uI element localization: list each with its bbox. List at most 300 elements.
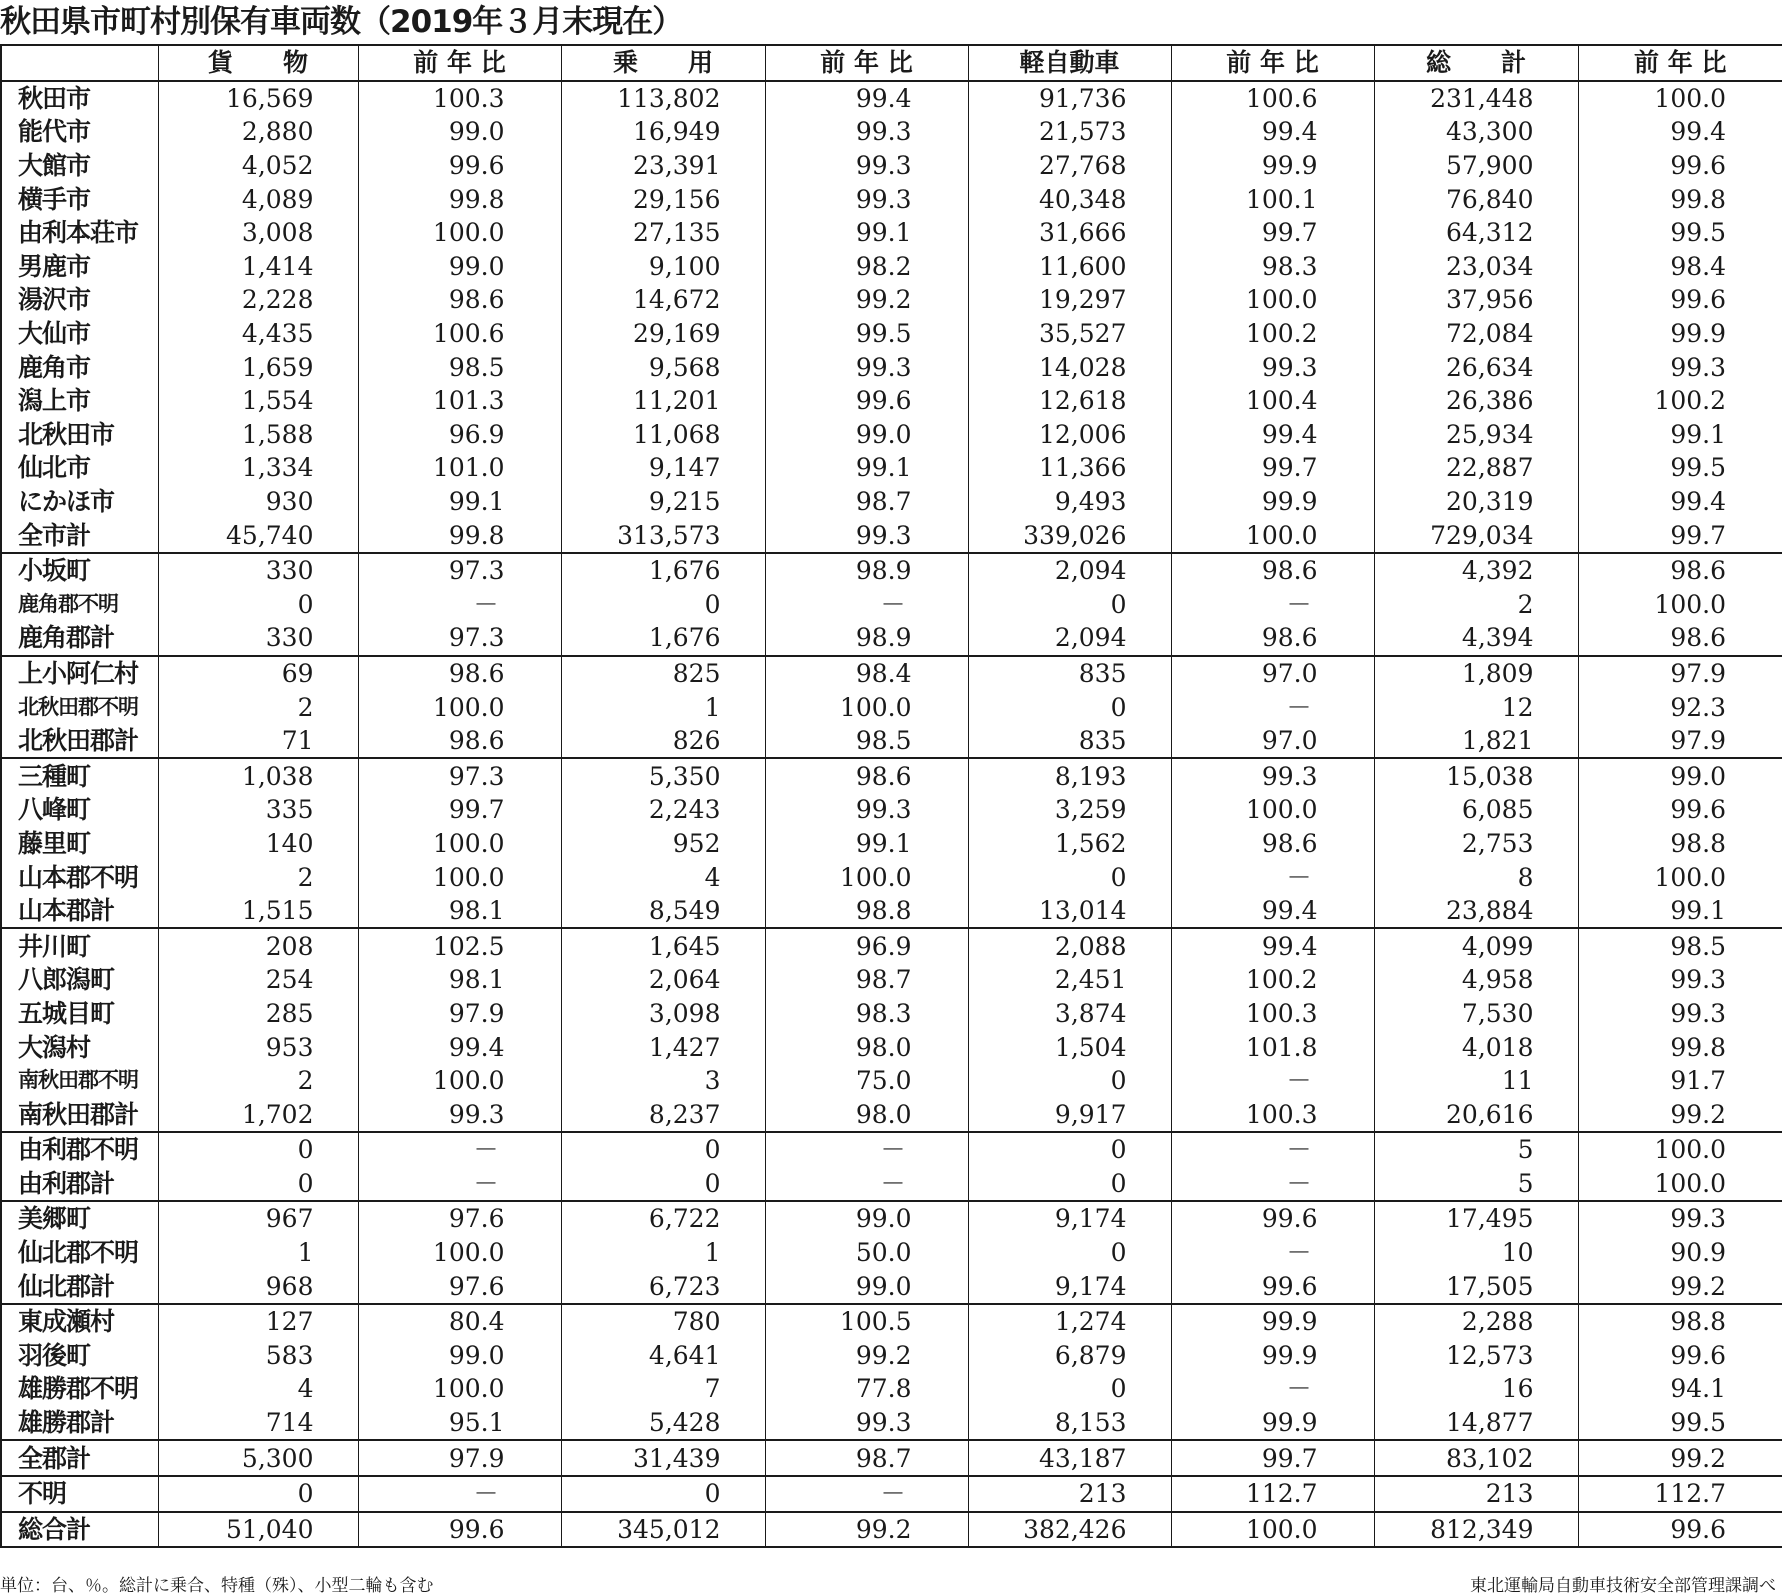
ratio-cell: 99.7 xyxy=(1171,451,1374,485)
count-cell: 21,573 xyxy=(968,115,1171,149)
column-header: 前 年 比 xyxy=(358,45,561,81)
ratio-cell: 99.3 xyxy=(765,350,968,384)
ratio-cell: 99.9 xyxy=(1171,149,1374,183)
count-cell: 2,880 xyxy=(158,115,358,149)
count-cell: 1,274 xyxy=(968,1304,1171,1339)
ratio-cell: 99.7 xyxy=(1171,216,1374,250)
ratio-cell: 96.9 xyxy=(358,418,561,452)
ratio-cell: 98.8 xyxy=(1578,827,1782,861)
count-cell: 729,034 xyxy=(1374,518,1578,553)
count-cell: 2,243 xyxy=(561,793,765,827)
column-header: 貨 物 xyxy=(158,45,358,81)
ratio-cell: 98.6 xyxy=(1578,621,1782,656)
count-cell: 2 xyxy=(1374,588,1578,622)
ratio-cell: 98.6 xyxy=(358,656,561,691)
count-cell: 0 xyxy=(158,1476,358,1512)
header-blank xyxy=(1,45,158,81)
count-cell: 0 xyxy=(968,1132,1171,1167)
ratio-cell: 102.5 xyxy=(358,928,561,963)
table-row xyxy=(1,963,1782,997)
ratio-cell: 99.8 xyxy=(358,182,561,216)
table-row xyxy=(1,690,1782,724)
ratio-cell: 99.6 xyxy=(1578,149,1782,183)
count-cell: 330 xyxy=(158,553,358,588)
ratio-cell: 100.0 xyxy=(1578,1132,1782,1167)
municipality-name: 山本郡計 xyxy=(1,894,158,929)
count-cell: 835 xyxy=(968,656,1171,691)
ratio-cell: 95.1 xyxy=(358,1406,561,1441)
ratio-cell: 98.9 xyxy=(765,621,968,656)
municipality-name: 仙北郡計 xyxy=(1,1269,158,1304)
table-row xyxy=(1,724,1782,759)
count-cell: 20,616 xyxy=(1374,1097,1578,1132)
count-cell: 835 xyxy=(968,724,1171,759)
municipality-name: 鹿角市 xyxy=(1,350,158,384)
ratio-cell: 100.0 xyxy=(1171,793,1374,827)
ratio-cell: 97.0 xyxy=(1171,656,1374,691)
ratio-cell: 98.6 xyxy=(358,724,561,759)
table-row xyxy=(1,1132,1782,1167)
count-cell: 213 xyxy=(968,1476,1171,1512)
municipality-name: 鹿角郡不明 xyxy=(1,588,158,622)
count-cell: 930 xyxy=(158,485,358,519)
table-row xyxy=(1,793,1782,827)
municipality-name: 雄勝郡不明 xyxy=(1,1372,158,1406)
count-cell: 1,414 xyxy=(158,250,358,284)
municipality-name: 大潟村 xyxy=(1,1030,158,1064)
ratio-cell: 99.2 xyxy=(765,1339,968,1373)
municipality-name: 由利郡不明 xyxy=(1,1132,158,1167)
municipality-name: 全市計 xyxy=(1,518,158,553)
count-cell: 339,026 xyxy=(968,518,1171,553)
ratio-cell: － xyxy=(1171,588,1374,622)
ratio-cell: 97.9 xyxy=(1578,656,1782,691)
count-cell: 1,659 xyxy=(158,350,358,384)
count-cell: 51,040 xyxy=(158,1512,358,1548)
ratio-cell: － xyxy=(765,1167,968,1202)
count-cell: 1,809 xyxy=(1374,656,1578,691)
ratio-cell: 99.4 xyxy=(1578,115,1782,149)
municipality-name: 横手市 xyxy=(1,182,158,216)
count-cell: 313,573 xyxy=(561,518,765,553)
ratio-cell: 100.0 xyxy=(358,1372,561,1406)
ratio-cell: 100.0 xyxy=(1578,588,1782,622)
count-cell: 17,495 xyxy=(1374,1201,1578,1236)
ratio-cell: 97.9 xyxy=(358,1440,561,1476)
table-row xyxy=(1,451,1782,485)
ratio-cell: 98.1 xyxy=(358,894,561,929)
municipality-name: 男鹿市 xyxy=(1,250,158,284)
table-row xyxy=(1,1269,1782,1304)
count-cell: 952 xyxy=(561,827,765,861)
table-row xyxy=(1,182,1782,216)
count-cell: 825 xyxy=(561,656,765,691)
count-cell: 5,300 xyxy=(158,1440,358,1476)
ratio-cell: 99.3 xyxy=(1578,997,1782,1031)
table-row xyxy=(1,1304,1782,1339)
municipality-name: 北秋田市 xyxy=(1,418,158,452)
ratio-cell: 100.6 xyxy=(1171,81,1374,116)
municipality-name: 大館市 xyxy=(1,149,158,183)
count-cell: 0 xyxy=(968,1167,1171,1202)
table-row xyxy=(1,250,1782,284)
count-cell: 2,088 xyxy=(968,928,1171,963)
ratio-cell: 98.9 xyxy=(765,553,968,588)
table-row xyxy=(1,1476,1782,1512)
count-cell: 5,428 xyxy=(561,1406,765,1441)
ratio-cell: － xyxy=(765,588,968,622)
table-body xyxy=(1,81,1782,1548)
count-cell: 6,722 xyxy=(561,1201,765,1236)
count-cell: 6,723 xyxy=(561,1269,765,1304)
count-cell: 113,802 xyxy=(561,81,765,116)
count-cell: 15,038 xyxy=(1374,758,1578,793)
count-cell: 26,634 xyxy=(1374,350,1578,384)
ratio-cell: 97.3 xyxy=(358,553,561,588)
ratio-cell: 99.0 xyxy=(358,115,561,149)
ratio-cell: 98.5 xyxy=(358,350,561,384)
count-cell: 16,569 xyxy=(158,81,358,116)
count-cell: 2 xyxy=(158,690,358,724)
ratio-cell: 100.0 xyxy=(358,216,561,250)
municipality-name: 全郡計 xyxy=(1,1440,158,1476)
count-cell: 0 xyxy=(158,588,358,622)
count-cell: 5 xyxy=(1374,1167,1578,1202)
count-cell: 2 xyxy=(158,860,358,894)
municipality-name: にかほ市 xyxy=(1,485,158,519)
ratio-cell: 100.0 xyxy=(358,1064,561,1098)
ratio-cell: － xyxy=(1171,1372,1374,1406)
count-cell: 11,201 xyxy=(561,384,765,418)
count-cell: 35,527 xyxy=(968,317,1171,351)
count-cell: 4,052 xyxy=(158,149,358,183)
table-row xyxy=(1,553,1782,588)
municipality-name: 上小阿仁村 xyxy=(1,656,158,691)
municipality-name: 潟上市 xyxy=(1,384,158,418)
ratio-cell: 97.6 xyxy=(358,1269,561,1304)
ratio-cell: 99.4 xyxy=(1171,115,1374,149)
ratio-cell: 100.3 xyxy=(1171,997,1374,1031)
ratio-cell: 99.1 xyxy=(765,451,968,485)
ratio-cell: 99.3 xyxy=(765,149,968,183)
table-row xyxy=(1,518,1782,553)
count-cell: 12,618 xyxy=(968,384,1171,418)
count-cell: 967 xyxy=(158,1201,358,1236)
column-header: 前 年 比 xyxy=(1171,45,1374,81)
count-cell: 4 xyxy=(561,860,765,894)
count-cell: 3,098 xyxy=(561,997,765,1031)
table-row xyxy=(1,1440,1782,1476)
count-cell: 9,100 xyxy=(561,250,765,284)
ratio-cell: 99.0 xyxy=(765,418,968,452)
ratio-cell: 97.6 xyxy=(358,1201,561,1236)
table-row xyxy=(1,656,1782,691)
count-cell: 382,426 xyxy=(968,1512,1171,1548)
ratio-cell: 98.0 xyxy=(765,1030,968,1064)
count-cell: 4,099 xyxy=(1374,928,1578,963)
ratio-cell: 100.0 xyxy=(1578,860,1782,894)
count-cell: 31,439 xyxy=(561,1440,765,1476)
count-cell: 17,505 xyxy=(1374,1269,1578,1304)
column-header: 前 年 比 xyxy=(1578,45,1782,81)
ratio-cell: 98.6 xyxy=(1171,827,1374,861)
ratio-cell: 77.8 xyxy=(765,1372,968,1406)
ratio-cell: 99.4 xyxy=(765,81,968,116)
count-cell: 335 xyxy=(158,793,358,827)
table-row xyxy=(1,350,1782,384)
count-cell: 1,588 xyxy=(158,418,358,452)
count-cell: 8,153 xyxy=(968,1406,1171,1441)
count-cell: 26,386 xyxy=(1374,384,1578,418)
count-cell: 3 xyxy=(561,1064,765,1098)
count-cell: 8 xyxy=(1374,860,1578,894)
count-cell: 4,958 xyxy=(1374,963,1578,997)
count-cell: 330 xyxy=(158,621,358,656)
table-row xyxy=(1,81,1782,116)
table-row xyxy=(1,1201,1782,1236)
count-cell: 1,562 xyxy=(968,827,1171,861)
ratio-cell: 99.9 xyxy=(1578,317,1782,351)
ratio-cell: 99.6 xyxy=(1578,1512,1782,1548)
count-cell: 12,006 xyxy=(968,418,1171,452)
ratio-cell: 99.2 xyxy=(765,283,968,317)
count-cell: 7 xyxy=(561,1372,765,1406)
count-cell: 3,259 xyxy=(968,793,1171,827)
ratio-cell: 99.3 xyxy=(1578,963,1782,997)
count-cell: 2,064 xyxy=(561,963,765,997)
count-cell: 8,193 xyxy=(968,758,1171,793)
ratio-cell: 99.3 xyxy=(1171,758,1374,793)
column-header: 軽自動車 xyxy=(968,45,1171,81)
count-cell: 9,174 xyxy=(968,1201,1171,1236)
footnote-units: 単位：台、％。総計に乗合、特種（殊）、小型二輪も含む xyxy=(0,1576,434,1596)
count-cell: 9,917 xyxy=(968,1097,1171,1132)
municipality-name: 南秋田郡計 xyxy=(1,1097,158,1132)
ratio-cell: 99.7 xyxy=(358,793,561,827)
count-cell: 12,573 xyxy=(1374,1339,1578,1373)
count-cell: 0 xyxy=(968,588,1171,622)
ratio-cell: 99.9 xyxy=(1171,1339,1374,1373)
ratio-cell: 98.7 xyxy=(765,963,968,997)
ratio-cell: 99.4 xyxy=(358,1030,561,1064)
count-cell: 127 xyxy=(158,1304,358,1339)
ratio-cell: 94.1 xyxy=(1578,1372,1782,1406)
count-cell: 69 xyxy=(158,656,358,691)
count-cell: 23,391 xyxy=(561,149,765,183)
ratio-cell: － xyxy=(1171,1064,1374,1098)
count-cell: 4,435 xyxy=(158,317,358,351)
municipality-name: 秋田市 xyxy=(1,81,158,116)
table-row xyxy=(1,216,1782,250)
ratio-cell: 97.0 xyxy=(1171,724,1374,759)
count-cell: 2,753 xyxy=(1374,827,1578,861)
count-cell: 9,215 xyxy=(561,485,765,519)
count-cell: 285 xyxy=(158,997,358,1031)
count-cell: 4,018 xyxy=(1374,1030,1578,1064)
ratio-cell: 100.2 xyxy=(1578,384,1782,418)
table-row xyxy=(1,1406,1782,1441)
count-cell: 4,089 xyxy=(158,182,358,216)
count-cell: 25,934 xyxy=(1374,418,1578,452)
count-cell: 231,448 xyxy=(1374,81,1578,116)
count-cell: 208 xyxy=(158,928,358,963)
ratio-cell: 99.6 xyxy=(1578,1339,1782,1373)
ratio-cell: 99.5 xyxy=(1578,451,1782,485)
ratio-cell: 98.6 xyxy=(765,758,968,793)
ratio-cell: 98.6 xyxy=(1171,621,1374,656)
table-row xyxy=(1,827,1782,861)
ratio-cell: 97.3 xyxy=(358,621,561,656)
count-cell: 1,427 xyxy=(561,1030,765,1064)
count-cell: 14,672 xyxy=(561,283,765,317)
table-row xyxy=(1,860,1782,894)
table-row xyxy=(1,1097,1782,1132)
municipality-name: 藤里町 xyxy=(1,827,158,861)
ratio-cell: 99.3 xyxy=(765,182,968,216)
ratio-cell: 99.1 xyxy=(765,827,968,861)
ratio-cell: 98.5 xyxy=(1578,928,1782,963)
column-header: 総 計 xyxy=(1374,45,1578,81)
count-cell: 0 xyxy=(561,1132,765,1167)
count-cell: 0 xyxy=(158,1132,358,1167)
ratio-cell: 99.0 xyxy=(765,1201,968,1236)
municipality-name: 湯沢市 xyxy=(1,283,158,317)
table-row xyxy=(1,894,1782,929)
ratio-cell: 99.6 xyxy=(1578,793,1782,827)
municipality-name: 小坂町 xyxy=(1,553,158,588)
ratio-cell: 100.0 xyxy=(765,690,968,724)
municipality-name: 仙北市 xyxy=(1,451,158,485)
municipality-name: 能代市 xyxy=(1,115,158,149)
ratio-cell: 99.7 xyxy=(1171,1440,1374,1476)
ratio-cell: 101.3 xyxy=(358,384,561,418)
count-cell: 71 xyxy=(158,724,358,759)
column-header: 前 年 比 xyxy=(765,45,968,81)
ratio-cell: 100.3 xyxy=(358,81,561,116)
ratio-cell: 101.0 xyxy=(358,451,561,485)
count-cell: 72,084 xyxy=(1374,317,1578,351)
count-cell: 5,350 xyxy=(561,758,765,793)
count-cell: 7,530 xyxy=(1374,997,1578,1031)
count-cell: 29,169 xyxy=(561,317,765,351)
count-cell: 11 xyxy=(1374,1064,1578,1098)
table-row xyxy=(1,621,1782,656)
table-row xyxy=(1,997,1782,1031)
table-row xyxy=(1,928,1782,963)
table-row xyxy=(1,149,1782,183)
count-cell: 8,549 xyxy=(561,894,765,929)
ratio-cell: 80.4 xyxy=(358,1304,561,1339)
ratio-cell: 99.1 xyxy=(358,485,561,519)
ratio-cell: 99.6 xyxy=(765,384,968,418)
table-row xyxy=(1,1064,1782,1098)
vehicle-table xyxy=(0,44,1782,1548)
municipality-name: 大仙市 xyxy=(1,317,158,351)
count-cell: 9,147 xyxy=(561,451,765,485)
ratio-cell: 50.0 xyxy=(765,1236,968,1270)
count-cell: 213 xyxy=(1374,1476,1578,1512)
count-cell: 43,187 xyxy=(968,1440,1171,1476)
ratio-cell: 99.8 xyxy=(1578,182,1782,216)
count-cell: 0 xyxy=(968,860,1171,894)
ratio-cell: 99.0 xyxy=(358,1339,561,1373)
count-cell: 27,768 xyxy=(968,149,1171,183)
ratio-cell: 101.8 xyxy=(1171,1030,1374,1064)
ratio-cell: － xyxy=(765,1476,968,1512)
count-cell: 4 xyxy=(158,1372,358,1406)
ratio-cell: 99.3 xyxy=(1171,350,1374,384)
municipality-name: 北秋田郡不明 xyxy=(1,690,158,724)
municipality-name: 八峰町 xyxy=(1,793,158,827)
municipality-name: 山本郡不明 xyxy=(1,860,158,894)
count-cell: 3,874 xyxy=(968,997,1171,1031)
ratio-cell: 99.3 xyxy=(765,518,968,553)
count-cell: 1,676 xyxy=(561,621,765,656)
count-cell: 6,085 xyxy=(1374,793,1578,827)
municipality-name: 雄勝郡計 xyxy=(1,1406,158,1441)
ratio-cell: 99.4 xyxy=(1171,894,1374,929)
ratio-cell: 98.6 xyxy=(1171,553,1374,588)
count-cell: 2,094 xyxy=(968,621,1171,656)
municipality-name: 南秋田郡不明 xyxy=(1,1064,158,1098)
ratio-cell: 98.6 xyxy=(358,283,561,317)
ratio-cell: 99.4 xyxy=(1171,418,1374,452)
ratio-cell: － xyxy=(765,1132,968,1167)
ratio-cell: 112.7 xyxy=(1171,1476,1374,1512)
ratio-cell: 100.2 xyxy=(1171,963,1374,997)
ratio-cell: 99.4 xyxy=(1171,928,1374,963)
ratio-cell: 99.5 xyxy=(1578,1406,1782,1441)
ratio-cell: 100.0 xyxy=(1578,1167,1782,1202)
ratio-cell: － xyxy=(358,1476,561,1512)
ratio-cell: 99.9 xyxy=(1171,1406,1374,1441)
count-cell: 953 xyxy=(158,1030,358,1064)
ratio-cell: 98.3 xyxy=(1171,250,1374,284)
ratio-cell: 99.3 xyxy=(765,793,968,827)
count-cell: 10 xyxy=(1374,1236,1578,1270)
count-cell: 254 xyxy=(158,963,358,997)
ratio-cell: － xyxy=(1171,1132,1374,1167)
municipality-name: 鹿角郡計 xyxy=(1,621,158,656)
ratio-cell: 99.0 xyxy=(765,1269,968,1304)
count-cell: 11,068 xyxy=(561,418,765,452)
table-row xyxy=(1,1167,1782,1202)
ratio-cell: 92.3 xyxy=(1578,690,1782,724)
table-row xyxy=(1,588,1782,622)
count-cell: 1 xyxy=(561,1236,765,1270)
count-cell: 1,676 xyxy=(561,553,765,588)
count-cell: 43,300 xyxy=(1374,115,1578,149)
ratio-cell: 99.1 xyxy=(1578,418,1782,452)
ratio-cell: 100.0 xyxy=(1171,1512,1374,1548)
count-cell: 2,228 xyxy=(158,283,358,317)
table-row xyxy=(1,1512,1782,1548)
municipality-name: 仙北郡不明 xyxy=(1,1236,158,1270)
municipality-name: 八郎潟町 xyxy=(1,963,158,997)
ratio-cell: 91.7 xyxy=(1578,1064,1782,1098)
count-cell: 0 xyxy=(561,1476,765,1512)
count-cell: 22,887 xyxy=(1374,451,1578,485)
ratio-cell: 98.2 xyxy=(765,250,968,284)
ratio-cell: 100.1 xyxy=(1171,182,1374,216)
table-row xyxy=(1,283,1782,317)
count-cell: 37,956 xyxy=(1374,283,1578,317)
count-cell: 5 xyxy=(1374,1132,1578,1167)
ratio-cell: 100.6 xyxy=(358,317,561,351)
ratio-cell: 75.0 xyxy=(765,1064,968,1098)
municipality-name: 五城目町 xyxy=(1,997,158,1031)
ratio-cell: 90.9 xyxy=(1578,1236,1782,1270)
